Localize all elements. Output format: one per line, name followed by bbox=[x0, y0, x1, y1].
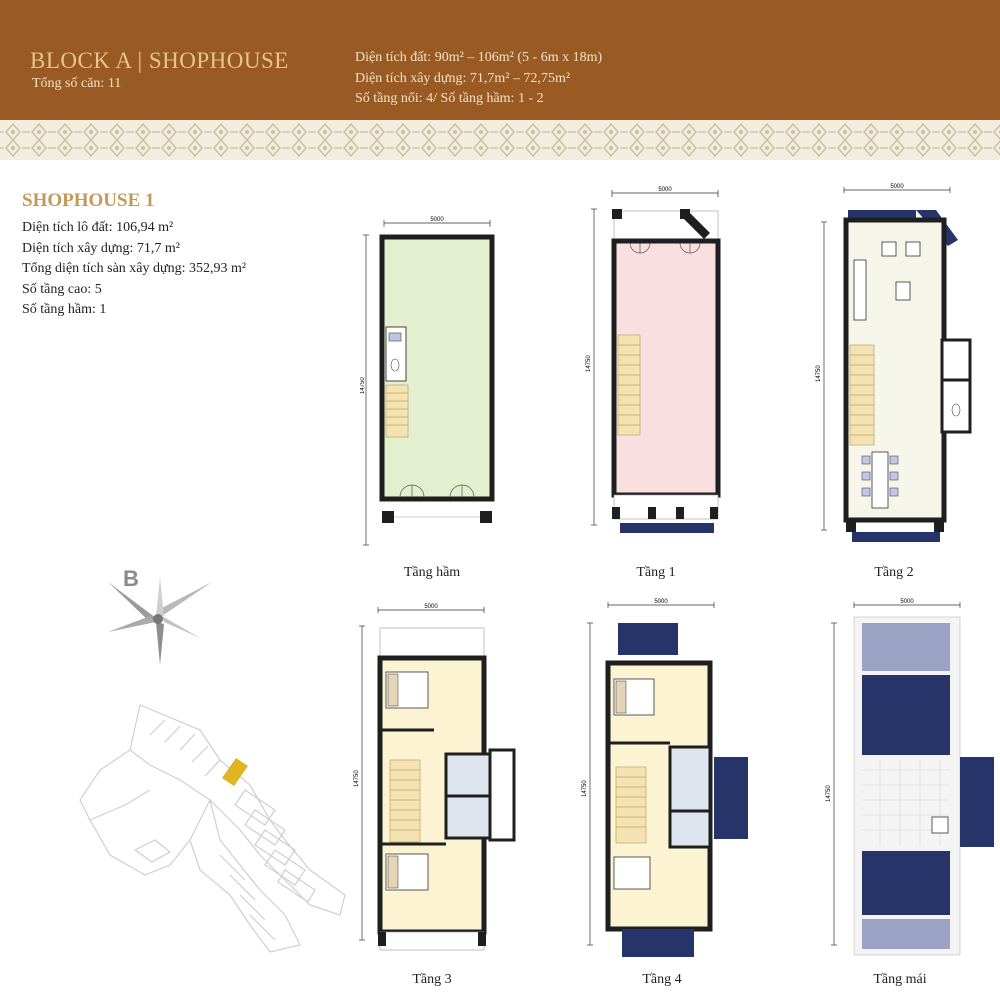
compass-label: B bbox=[123, 566, 139, 591]
floorplan-floor-1 bbox=[580, 185, 730, 545]
caption-floor-1: Tầng 1 bbox=[636, 565, 676, 580]
floorplan-basement bbox=[360, 215, 500, 555]
caption-floor-4: Tầng 4 bbox=[642, 972, 682, 987]
info-lot-area: Diện tích lô đất: 106,94 m² bbox=[22, 220, 174, 235]
info-basements: Số tầng hầm: 1 bbox=[22, 302, 107, 317]
spec-floors: Số tầng nổi: 4/ Số tầng hầm: 1 - 2 bbox=[355, 91, 544, 106]
floorplan-roof bbox=[820, 595, 1000, 965]
unit-count: Tổng số căn: 11 bbox=[32, 76, 122, 91]
info-floors: Số tầng cao: 5 bbox=[22, 281, 102, 297]
floorplan-floor-4 bbox=[570, 595, 765, 965]
spec-land-area: Diện tích đất: 90m² – 106m² (5 - 6m x 18m) bbox=[355, 50, 603, 65]
caption-floor-3: Tầng 3 bbox=[412, 972, 452, 987]
info-build-area: Diện tích xây dựng: 71,7 m² bbox=[22, 240, 180, 256]
page-title: BLOCK A | SHOPHOUSE bbox=[30, 48, 289, 73]
shophouse-title: SHOPHOUSE 1 bbox=[22, 190, 155, 211]
dim-length: 14750 bbox=[586, 355, 592, 372]
dim-length: 14750 bbox=[816, 365, 822, 382]
caption-basement: Tầng hầm bbox=[403, 565, 461, 580]
spec-build-area: Diện tích xây dựng: 71,7m² – 72,75m² bbox=[355, 70, 571, 86]
caption-roof: Tầng mái bbox=[873, 972, 927, 987]
dim-width: 5000 bbox=[430, 217, 444, 223]
info-total-floor-area: Tổng diện tích sàn xây dựng: 352,93 m² bbox=[22, 261, 247, 276]
dim-width: 5000 bbox=[658, 187, 672, 193]
floorplan-floor-3 bbox=[350, 600, 520, 960]
dim-width: 5000 bbox=[424, 604, 438, 610]
dim-width: 5000 bbox=[900, 599, 914, 605]
dim-length: 14750 bbox=[826, 785, 832, 802]
compass-icon bbox=[100, 560, 225, 670]
caption-floor-2: Tầng 2 bbox=[874, 565, 914, 580]
decorative-pattern-strip bbox=[0, 120, 1000, 160]
dim-length: 14750 bbox=[360, 377, 366, 394]
spec-list bbox=[355, 48, 602, 110]
dim-width: 5000 bbox=[890, 184, 904, 190]
site-map bbox=[70, 690, 355, 960]
dim-length: 14750 bbox=[582, 780, 588, 797]
shophouse-location-marker bbox=[222, 758, 248, 786]
dim-width: 5000 bbox=[654, 599, 668, 605]
shophouse-info bbox=[22, 218, 246, 321]
header-banner bbox=[0, 0, 1000, 120]
floorplan-floor-2 bbox=[810, 180, 975, 550]
dim-length: 14750 bbox=[354, 770, 360, 787]
